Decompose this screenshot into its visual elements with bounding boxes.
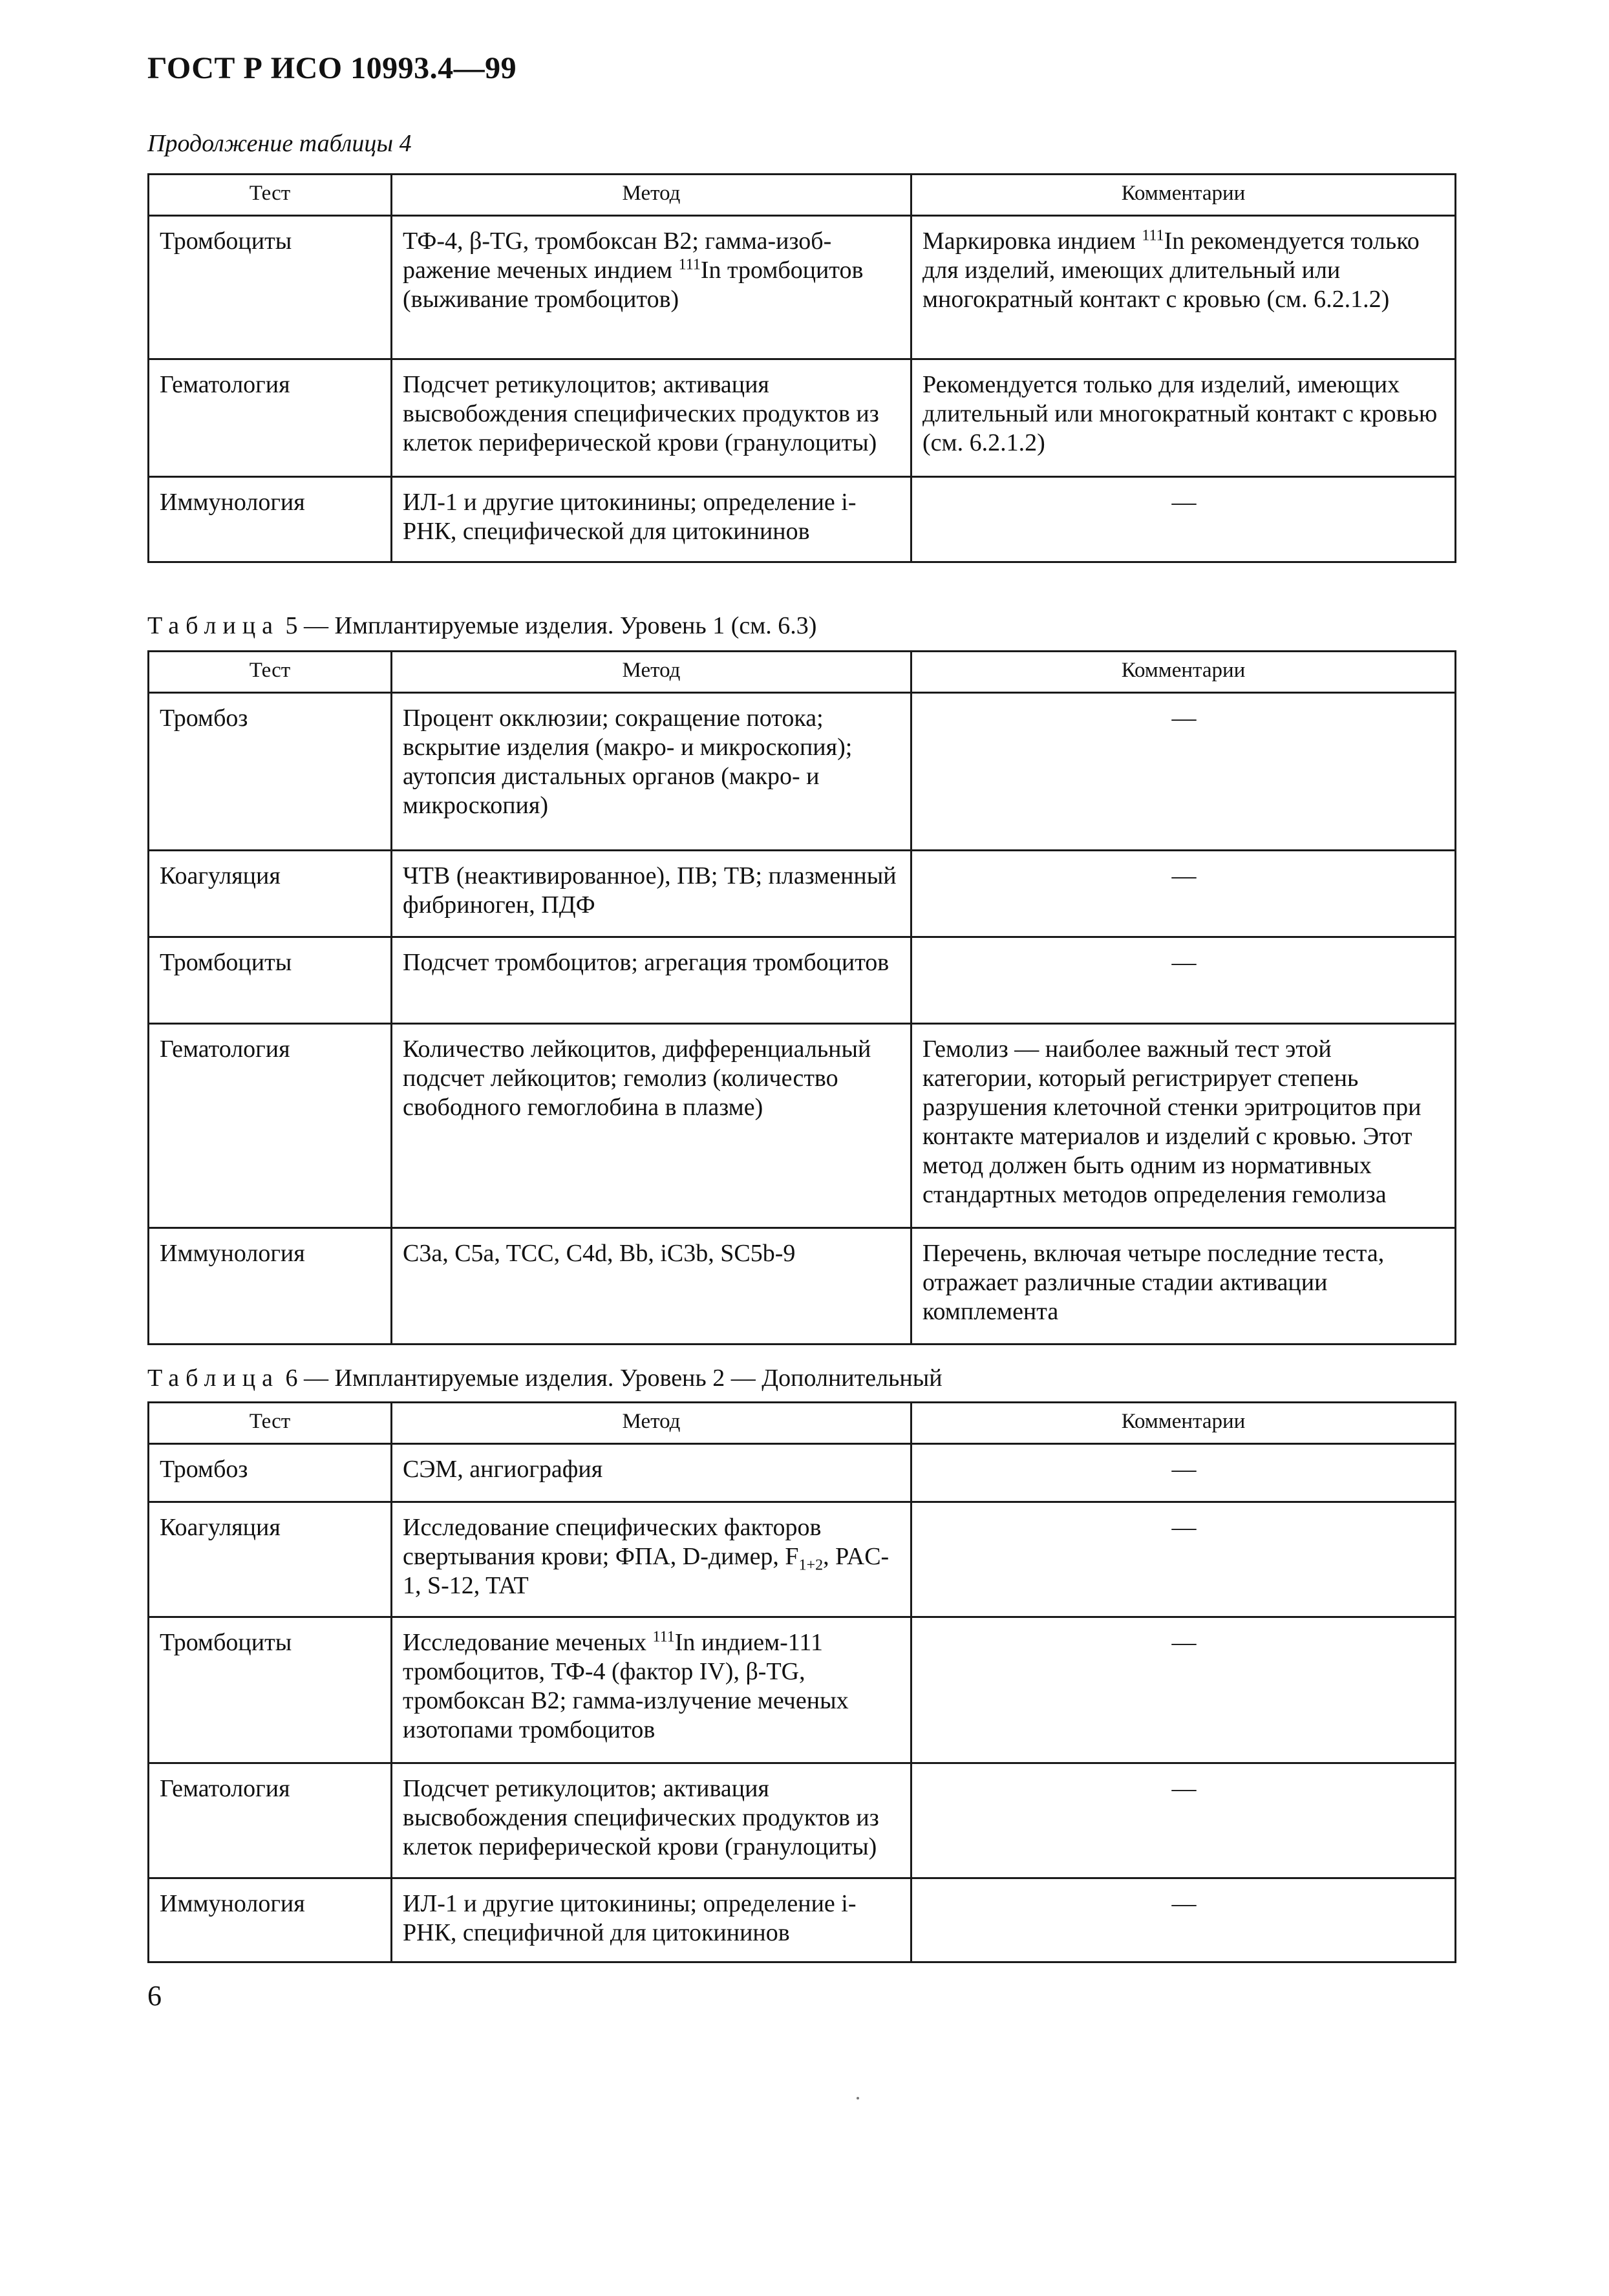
table-row <box>149 693 1456 851</box>
table4-caption: Продолжение таблицы 4 <box>147 130 412 157</box>
comment-cell: Маркировка индием $^{111}$In рекомендуется только для изделий, имеющих длительный или многократный контакт с кровью (см. 6.2.1.2) <box>911 216 1456 359</box>
table-row <box>149 1617 1456 1763</box>
table-row <box>149 1502 1456 1617</box>
method-cell: Подсчет ретикулоцитов; активация высвобождения специфических продуктов из клеток периферической крови (гранулоциты) <box>392 359 911 477</box>
test-cell: Иммунология <box>149 1878 392 1962</box>
table-row <box>149 1228 1456 1345</box>
table5-caption: Таблица 5 — Имплантируемые изделия. Уровень 1 (см. 6.3) <box>147 612 817 639</box>
test-cell: Коагуляция <box>149 1502 392 1617</box>
table-header-row <box>149 1403 1456 1444</box>
comment-cell: — <box>911 1444 1456 1502</box>
comment-cell: — <box>911 477 1456 562</box>
test-cell: Коагуляция <box>149 851 392 937</box>
table6 <box>147 1401 1456 1963</box>
column-header-test: Тест <box>149 1403 392 1444</box>
method-cell: ТФ-4, β-TG, тромбоксан B2; гамма-изоб-ражение меченых индием $^{111}$In тромбоцитов (выживание тромбоцитов) <box>392 216 911 359</box>
test-cell: Тромбоциты <box>149 216 392 359</box>
comment-cell: Перечень, включая четыре последние теста, отражает различные стадии активации комплемента <box>911 1228 1456 1345</box>
test-cell: Гематология <box>149 359 392 477</box>
table-header-row <box>149 652 1456 693</box>
method-cell: СЭМ, ангиография <box>392 1444 911 1502</box>
table-row <box>149 216 1456 359</box>
test-cell: Иммунология <box>149 477 392 562</box>
table5 <box>147 650 1456 1345</box>
test-cell: Тромбоз <box>149 1444 392 1502</box>
table-row <box>149 1024 1456 1228</box>
test-cell: Гематология <box>149 1024 392 1228</box>
test-cell: Тромбоз <box>149 693 392 851</box>
comment-cell: — <box>911 1617 1456 1763</box>
test-cell: Гематология <box>149 1763 392 1878</box>
column-header-test: Тест <box>149 175 392 216</box>
column-header-comments: Комментарии <box>911 1403 1456 1444</box>
table-row <box>149 1444 1456 1502</box>
table-row <box>149 937 1456 1024</box>
method-cell: Исследование специфических факторов свертывания крови; ФПА, D-димер, $F_{1+2}$, PAC-1, S-12, TAT <box>392 1502 911 1617</box>
page-number: 6 <box>147 1980 162 2012</box>
column-header-comments: Комментарии <box>911 175 1456 216</box>
scan-speck <box>857 2097 859 2099</box>
comment-cell: — <box>911 937 1456 1024</box>
column-header-method: Метод <box>392 175 911 216</box>
column-header-test: Тест <box>149 652 392 693</box>
comment-cell: Рекомендуется только для изделий, имеющих длительный или многократный контакт с кровью (см. 6.2.1.2) <box>911 359 1456 477</box>
table-row <box>149 477 1456 562</box>
method-cell: ИЛ-1 и другие цитокинины; определение i-РНК, специфической для цитокининов <box>392 477 911 562</box>
table-row <box>149 1763 1456 1878</box>
comment-cell: — <box>911 1878 1456 1962</box>
method-cell: ИЛ-1 и другие цитокинины; определение i-РНК, специфичной для цитокининов <box>392 1878 911 1962</box>
comment-cell: — <box>911 851 1456 937</box>
test-cell: Иммунология <box>149 1228 392 1345</box>
table-row <box>149 851 1456 937</box>
document-header: ГОСТ Р ИСО 10993.4—99 <box>147 51 517 85</box>
method-cell: Исследование меченых $^{111}$In индием-111 тромбоцитов, ТФ-4 (фактор IV), β-TG, тромбоксан B2; гамма-излучение меченых изотопами тромбоцитов <box>392 1617 911 1763</box>
method-cell: Процент окклюзии; сокращение потока; вскрытие изделия (макро- и микроскопия); аутопсия дистальных органов (макро- и микроскопия) <box>392 693 911 851</box>
comment-cell: Гемолиз — наиболее важный тест этой категории, который регистрирует степень разрушения клеточной стенки эритроцитов при контакте материалов и изделий с кровью. Этот метод должен быть одним из нормативных стандартных методов определения гемолиза <box>911 1024 1456 1228</box>
table4 <box>147 173 1456 563</box>
column-header-method: Метод <box>392 652 911 693</box>
column-header-comments: Комментарии <box>911 652 1456 693</box>
method-cell: Количество лейкоцитов, дифференциальный подсчет лейкоцитов; гемолиз (количество свободного гемоглобина в плазме) <box>392 1024 911 1228</box>
comment-cell: — <box>911 693 1456 851</box>
method-cell: ЧТВ (неактивированное), ПВ; ТВ; плазменный фибриноген, ПДФ <box>392 851 911 937</box>
test-cell: Тромбоциты <box>149 937 392 1024</box>
method-cell: C3a, C5a, TCC, C4d, Bb, iC3b, SC5b-9 <box>392 1228 911 1345</box>
test-cell: Тромбоциты <box>149 1617 392 1763</box>
method-cell: Подсчет ретикулоцитов; активация высвобождения специфических продуктов из клеток периферической крови (гранулоциты) <box>392 1763 911 1878</box>
table-row <box>149 359 1456 477</box>
comment-cell: — <box>911 1502 1456 1617</box>
column-header-method: Метод <box>392 1403 911 1444</box>
comment-cell: — <box>911 1763 1456 1878</box>
table6-caption: Таблица 6 — Имплантируемые изделия. Уровень 2 — Дополнительный <box>147 1365 943 1392</box>
table-header-row <box>149 175 1456 216</box>
table-row <box>149 1878 1456 1962</box>
method-cell: Подсчет тромбоцитов; агрегация тромбоцитов <box>392 937 911 1024</box>
